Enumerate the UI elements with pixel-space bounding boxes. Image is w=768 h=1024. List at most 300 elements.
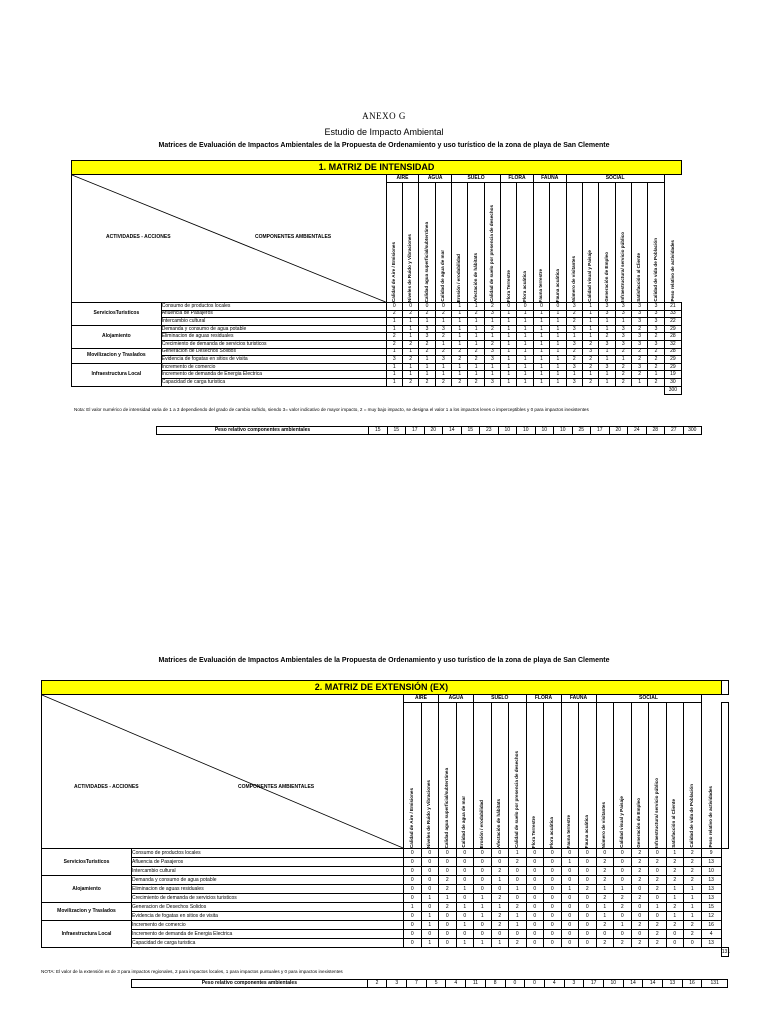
column-header-label: Calidad de suelo por presencia de desechos (489, 204, 495, 302)
weight-cell: 15 (461, 427, 480, 435)
column-header-label: Fauna terrestre (538, 268, 544, 302)
column-header-label: Calidad de suelo por presencia de desechos (513, 750, 519, 848)
table-row (72, 356, 682, 364)
activity-label: Afluencia de Pasajeros (161, 310, 386, 318)
value-cell: 0 (404, 894, 422, 903)
value-cell: 2 (666, 867, 684, 876)
column-header-label: Fauna terrestre (566, 814, 572, 848)
activity-label: Evidencia de fogatas en sitios de visita (132, 912, 404, 921)
table-row (72, 325, 682, 333)
value-cell: 1 (509, 849, 527, 858)
value-cell: 3 (435, 356, 451, 364)
weight-cell: 17 (584, 980, 604, 988)
group-social: SOCIAL (596, 695, 701, 703)
weight-cell: 14 (623, 980, 643, 988)
value-cell: 1 (484, 371, 500, 379)
value-cell: 0 (474, 849, 492, 858)
value-cell: 1 (517, 325, 533, 333)
value-cell: 0 (526, 885, 544, 894)
column-header (439, 703, 457, 849)
value-cell: 0 (544, 849, 562, 858)
value-cell: 2 (402, 310, 418, 318)
weight-cell: 4 (544, 980, 564, 988)
value-cell: 0 (509, 876, 527, 885)
value-cell: 2 (509, 939, 527, 948)
value-cell: 2 (632, 325, 648, 333)
study-title: Estudio de Impacto Ambiental (324, 127, 444, 137)
value-cell: 1 (474, 912, 492, 921)
value-cell: 0 (579, 912, 597, 921)
value-cell: 1 (517, 356, 533, 364)
annex-label: ANEXO G (362, 111, 406, 121)
value-cell: 0 (544, 903, 562, 912)
value-cell: 1 (468, 363, 484, 371)
column-header-label: Calidad agua superficial/subterránea (443, 767, 449, 848)
column-header (701, 703, 721, 849)
value-cell: 3 (632, 318, 648, 326)
value-cell: 3 (484, 310, 500, 318)
value-cell: 0 (421, 876, 439, 885)
value-cell: 0 (561, 930, 579, 939)
category-label: Movilizacion y Traslados (42, 903, 132, 921)
value-cell: 0 (421, 885, 439, 894)
value-cell: 0 (561, 894, 579, 903)
value-cell: 0 (439, 867, 457, 876)
weight-cell: 3 (387, 980, 407, 988)
value-cell: 0 (649, 894, 667, 903)
value-cell: 2 (419, 310, 435, 318)
value-cell: 0 (526, 930, 544, 939)
value-cell: 3 (615, 310, 631, 318)
value-cell: 1 (404, 903, 422, 912)
value-cell: 1 (435, 363, 451, 371)
value-cell: 0 (544, 876, 562, 885)
value-cell: 0 (649, 849, 667, 858)
value-cell: 1 (468, 325, 484, 333)
group-flora: FLORA (526, 695, 561, 703)
value-cell: 2 (452, 348, 468, 356)
column-header (599, 183, 615, 303)
activity-label: Consumo de productos locales (132, 849, 404, 858)
column-header-label: Flora Terrestre (531, 815, 537, 848)
value-cell: 1 (533, 356, 549, 364)
table-row (72, 378, 682, 386)
value-cell: 2 (631, 939, 649, 948)
value-cell: 1 (484, 333, 500, 341)
activity-label: Incremento de comercio (161, 363, 386, 371)
value-cell: 1 (402, 348, 418, 356)
value-cell: 0 (404, 849, 422, 858)
value-cell: 1 (456, 903, 474, 912)
value-cell: 2 (386, 310, 402, 318)
value-cell: 1 (484, 363, 500, 371)
table-row (72, 303, 682, 311)
value-cell: 0 (544, 930, 562, 939)
category-label: Alojamiento (42, 876, 132, 903)
column-header (404, 703, 422, 849)
value-cell: 0 (561, 921, 579, 930)
value-cell: 2 (582, 363, 598, 371)
title-side-box (721, 681, 728, 695)
column-header-label: Flora Terrestre (505, 269, 511, 302)
column-header-label: Generación de Empleo (603, 252, 609, 302)
activity-label: Incremento de demanda de Energia Electrica (161, 371, 386, 379)
column-header (533, 183, 549, 303)
value-cell: 1 (419, 318, 435, 326)
row-weight-cell: 12 (701, 912, 721, 921)
value-cell: 1 (509, 912, 527, 921)
column-header (484, 183, 500, 303)
weight-cell: 10 (554, 427, 573, 435)
value-cell: 3 (648, 303, 664, 311)
column-header-label: Calidad de Aire / Emisiones (408, 787, 414, 848)
group-suelo: SUELO (474, 695, 527, 703)
value-cell: 2 (666, 903, 684, 912)
value-cell: 1 (474, 939, 492, 948)
weight-cell: 11 (466, 980, 486, 988)
value-cell: 1 (533, 318, 549, 326)
matrix-note: NOTA: El valor de la extensión es de 3 para impactos regionales, 2 para impactos locales, 1 para impactos puntuales y 0 para impactos inexistentes (41, 969, 343, 974)
value-cell: 1 (517, 333, 533, 341)
value-cell: 1 (615, 356, 631, 364)
value-cell: 2 (596, 876, 614, 885)
weight-cell: 14 (443, 427, 462, 435)
weight-cell: 3 (564, 980, 584, 988)
value-cell: 1 (402, 333, 418, 341)
group-aire: AIRE (404, 695, 439, 703)
row-weight-cell: 30 (664, 378, 681, 386)
value-cell: 0 (526, 894, 544, 903)
value-cell: 1 (550, 333, 566, 341)
table-row (42, 885, 729, 894)
value-cell: 0 (491, 858, 509, 867)
value-cell: 1 (452, 303, 468, 311)
value-cell: 1 (582, 333, 598, 341)
activity-label: Incremento de comercio (132, 921, 404, 930)
column-header (501, 183, 517, 303)
weight-cell: 10 (498, 427, 517, 435)
value-cell: 2 (386, 333, 402, 341)
weight-cell: 4 (446, 980, 466, 988)
value-cell: 1 (491, 939, 509, 948)
value-cell: 1 (666, 885, 684, 894)
weight-cell: 300 (683, 427, 702, 435)
weight-cell: 20 (609, 427, 628, 435)
value-cell: 2 (435, 310, 451, 318)
value-cell: 2 (435, 333, 451, 341)
value-cell: 2 (582, 340, 598, 348)
matrix-corner-header (72, 175, 387, 303)
value-cell: 2 (491, 867, 509, 876)
value-cell: 2 (684, 867, 702, 876)
extension-matrix (41, 680, 729, 957)
column-header (664, 183, 681, 303)
value-cell: 0 (439, 921, 457, 930)
value-cell: 0 (579, 930, 597, 939)
value-cell: 1 (517, 318, 533, 326)
group-social: SOCIAL (566, 175, 664, 183)
row-weight-cell: 29 (664, 356, 681, 364)
value-cell: 2 (468, 378, 484, 386)
value-cell: 2 (615, 363, 631, 371)
value-cell: 1 (666, 912, 684, 921)
value-cell: 1 (419, 356, 435, 364)
value-cell: 0 (509, 867, 527, 876)
value-cell: 1 (566, 371, 582, 379)
value-cell: 1 (468, 371, 484, 379)
row-weight-cell: 13 (701, 939, 721, 948)
column-header-label: Número de visitantes (601, 801, 607, 848)
activity-label: Crecimiento de demanda de servicios turisticos (161, 340, 386, 348)
activity-label: Generacion de Desechos Solidos (161, 348, 386, 356)
value-cell: 2 (615, 348, 631, 356)
value-cell: 0 (404, 912, 422, 921)
value-cell: 0 (649, 912, 667, 921)
value-cell: 0 (421, 903, 439, 912)
value-cell: 2 (632, 348, 648, 356)
matrix-rows (72, 303, 682, 387)
value-cell: 2 (631, 867, 649, 876)
value-cell: 0 (544, 912, 562, 921)
value-cell: 0 (649, 867, 667, 876)
value-cell: 3 (566, 303, 582, 311)
column-header-label: Calidad de vida de Población (652, 238, 658, 302)
value-cell: 0 (561, 903, 579, 912)
column-header (421, 703, 439, 849)
row-weight-cell: 29 (664, 325, 681, 333)
value-cell: 0 (544, 867, 562, 876)
value-cell: 3 (419, 333, 435, 341)
value-cell: 0 (561, 876, 579, 885)
value-cell: 1 (599, 325, 615, 333)
table-row (72, 348, 682, 356)
column-header-label: Satisfacción al Cliente (671, 799, 677, 848)
value-cell: 0 (509, 930, 527, 939)
value-cell: 1 (517, 310, 533, 318)
value-cell: 2 (596, 894, 614, 903)
value-cell: 2 (649, 885, 667, 894)
value-cell: 2 (648, 356, 664, 364)
weight-cell: 20 (424, 427, 443, 435)
value-cell: 2 (631, 849, 649, 858)
value-cell: 2 (419, 348, 435, 356)
value-cell: 2 (402, 340, 418, 348)
value-cell: 1 (435, 371, 451, 379)
weight-cell: 27 (665, 427, 684, 435)
value-cell: 1 (468, 303, 484, 311)
value-cell: 3 (648, 318, 664, 326)
table-row (72, 363, 682, 371)
value-cell: 0 (526, 912, 544, 921)
spacer-cell (721, 885, 728, 894)
value-cell: 1 (402, 325, 418, 333)
value-cell: 3 (615, 325, 631, 333)
value-cell: 1 (582, 310, 598, 318)
row-weight-cell: 28 (664, 348, 681, 356)
weight-cell: 10 (517, 427, 536, 435)
value-cell: 2 (579, 885, 597, 894)
value-cell: 2 (648, 333, 664, 341)
value-cell: 0 (439, 912, 457, 921)
column-header-label: Erosión / erodabilidad (478, 799, 484, 848)
value-cell: 1 (533, 333, 549, 341)
value-cell: 1 (509, 885, 527, 894)
value-cell: 1 (435, 340, 451, 348)
value-cell: 0 (404, 876, 422, 885)
value-cell: 1 (501, 318, 517, 326)
value-cell: 3 (632, 363, 648, 371)
activity-label: Eliminacion de aguas residuales (161, 333, 386, 341)
value-cell: 0 (631, 903, 649, 912)
column-header-label: Calidad agua superficial/subterránea (423, 221, 429, 302)
value-cell: 1 (684, 912, 702, 921)
activity-label: Intercambio cultural (161, 318, 386, 326)
value-cell: 1 (501, 340, 517, 348)
table-row (42, 912, 729, 921)
value-cell: 3 (566, 340, 582, 348)
value-cell: 2 (596, 921, 614, 930)
weight-cell: 2 (367, 980, 387, 988)
value-cell: 1 (386, 348, 402, 356)
value-cell: 2 (632, 356, 648, 364)
table-row (42, 867, 729, 876)
activity-label: Capacidad de carga turistica (132, 939, 404, 948)
weight-cell: 25 (572, 427, 591, 435)
subtitle: Matrices de Evaluación de Impactos Ambientales de la Propuesta de Ordenamiento y uso turístico de la zona de playa de San Clemente (158, 142, 610, 149)
table-row (42, 903, 729, 912)
weight-cell: 0 (525, 980, 545, 988)
value-cell: 0 (456, 912, 474, 921)
value-cell: 1 (533, 340, 549, 348)
column-header-label: Número de visitantes (570, 255, 576, 302)
value-cell: 0 (386, 303, 402, 311)
value-cell: 1 (421, 912, 439, 921)
matrix-title: 2. MATRIZ DE EXTENSIÓN (EX) (42, 681, 722, 695)
column-header (684, 703, 702, 849)
column-header (632, 183, 648, 303)
column-header (561, 703, 579, 849)
value-cell: 1 (421, 921, 439, 930)
value-cell: 1 (501, 310, 517, 318)
column-header-label: Calidad visual y Paisaje (618, 796, 624, 848)
spacer-cell (721, 858, 728, 867)
row-weight-cell: 13 (701, 876, 721, 885)
table-row (42, 849, 729, 858)
activity-label: Evidencia de fogatas en sitios de visita (161, 356, 386, 364)
row-weight-cell: 19 (664, 371, 681, 379)
value-cell: 0 (404, 939, 422, 948)
value-cell: 0 (404, 921, 422, 930)
value-cell: 1 (582, 303, 598, 311)
value-cell: 1 (550, 325, 566, 333)
value-cell: 0 (491, 930, 509, 939)
value-cell: 1 (468, 340, 484, 348)
componentes-label: COMPONENTES AMBIENTALES (255, 234, 332, 240)
weights-label: Peso relativo componentes ambientales (157, 427, 369, 435)
value-cell: 0 (456, 849, 474, 858)
value-cell: 1 (649, 903, 667, 912)
value-cell: 0 (439, 858, 457, 867)
spacer-cell (721, 703, 728, 849)
value-cell: 3 (566, 325, 582, 333)
table-row (72, 340, 682, 348)
column-header (402, 183, 418, 303)
value-cell: 1 (456, 921, 474, 930)
value-cell: 3 (599, 303, 615, 311)
column-header (509, 703, 527, 849)
value-cell: 2 (484, 303, 500, 311)
value-cell: 0 (614, 867, 632, 876)
value-cell: 2 (566, 348, 582, 356)
matrix-total: 131 (721, 948, 731, 955)
column-header (649, 703, 667, 849)
value-cell: 2 (419, 340, 435, 348)
column-header-label: Calidad visual y Paisaje (587, 250, 593, 302)
value-cell: 0 (456, 930, 474, 939)
value-cell: 0 (526, 903, 544, 912)
weight-cell: 5 (426, 980, 446, 988)
value-cell: 0 (526, 921, 544, 930)
value-cell: 0 (561, 939, 579, 948)
value-cell: 0 (666, 939, 684, 948)
value-cell: 1 (599, 356, 615, 364)
value-cell: 2 (615, 371, 631, 379)
weights-row (131, 979, 728, 988)
value-cell: 2 (649, 930, 667, 939)
componentes-label: COMPONENTES AMBIENTALES (238, 784, 315, 790)
value-cell: 2 (666, 858, 684, 867)
matrix-corner-header (42, 695, 404, 849)
value-cell: 2 (596, 867, 614, 876)
value-cell: 0 (579, 858, 597, 867)
weight-cell: 7 (407, 980, 427, 988)
value-cell: 1 (517, 363, 533, 371)
value-cell: 1 (468, 318, 484, 326)
value-cell: 3 (632, 310, 648, 318)
value-cell: 0 (544, 858, 562, 867)
value-cell: 0 (421, 849, 439, 858)
column-header (544, 703, 562, 849)
column-header-label: Afectación de hábitats (496, 798, 502, 848)
value-cell: 1 (517, 348, 533, 356)
value-cell: 2 (596, 939, 614, 948)
value-cell: 1 (550, 371, 566, 379)
value-cell: 3 (566, 378, 582, 386)
value-cell: 0 (404, 930, 422, 939)
value-cell: 1 (614, 885, 632, 894)
value-cell: 2 (631, 894, 649, 903)
column-header (648, 183, 664, 303)
column-header-label: Fauna acuática (554, 268, 560, 302)
value-cell: 0 (474, 867, 492, 876)
value-cell: 1 (452, 371, 468, 379)
value-cell: 3 (615, 333, 631, 341)
column-header (526, 703, 544, 849)
activity-label: Generacion de Desechos Solidos (132, 903, 404, 912)
value-cell: 0 (526, 849, 544, 858)
value-cell: 3 (599, 363, 615, 371)
value-cell: 1 (386, 378, 402, 386)
value-cell: 0 (509, 894, 527, 903)
value-cell: 1 (684, 894, 702, 903)
value-cell: 1 (386, 325, 402, 333)
row-weight-cell: 28 (664, 333, 681, 341)
row-weight-cell: 13 (701, 894, 721, 903)
value-cell: 0 (474, 930, 492, 939)
value-cell: 0 (596, 930, 614, 939)
column-header (419, 183, 435, 303)
value-cell: 1 (666, 894, 684, 903)
